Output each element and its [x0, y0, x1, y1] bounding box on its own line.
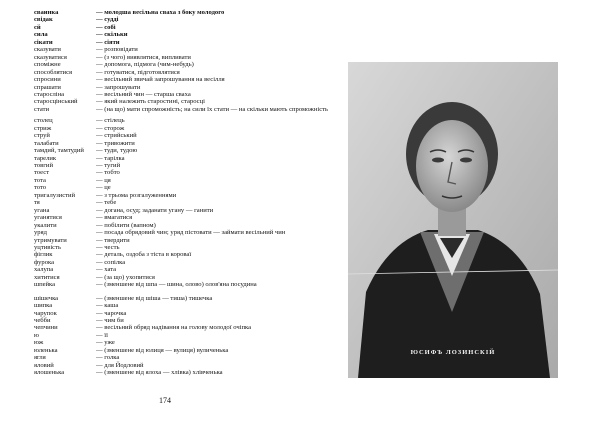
glossary-term: спросини [34, 76, 61, 84]
page-number: 174 [159, 396, 171, 405]
glossary-definition: — весільний обряд надівання на голову молодої очіпка [96, 324, 252, 332]
glossary-definition: — побілити (вапном) [96, 221, 156, 229]
glossary-term: шпейка [34, 281, 56, 289]
glossary-entry [34, 280, 364, 289]
glossary-entry [34, 368, 364, 377]
glossary-term: тя [34, 199, 40, 207]
glossary-term: сікати [34, 38, 53, 46]
glossary-term: ялошенька [34, 369, 65, 377]
glossary-definition: — твердити [96, 236, 130, 244]
glossary-term: сказувати [34, 46, 61, 54]
glossary-term: струй [34, 132, 50, 140]
glossary-term: способлятися [34, 68, 73, 76]
glossary-term: укалити [34, 221, 57, 229]
portrait-engraving [348, 62, 558, 378]
glossary-term: угана [34, 206, 50, 214]
glossary-definition: — для Йодловий [96, 361, 144, 369]
glossary-definition: — (зменшене від шіша — тиша) тишечка [96, 294, 213, 302]
glossary-definition: — (зменшене від юлиця — вулиця) вуличенька [96, 346, 229, 354]
glossary-term: юж [34, 339, 44, 347]
glossary-term: хититися [34, 273, 60, 281]
glossary-term: сваинка [34, 9, 59, 16]
glossary-definition: — чим би [96, 317, 124, 324]
glossary-term: старосліна [34, 90, 65, 98]
glossary-definition: — тобто [96, 169, 120, 177]
glossary-entry [34, 105, 364, 114]
glossary-definition: — її [96, 331, 108, 339]
glossary-term: ю [34, 331, 39, 339]
glossary-definition: — чарочка [96, 309, 127, 317]
glossary-term: тоест [34, 169, 50, 177]
glossary-term: яловий [34, 361, 54, 369]
glossary-term: стати [34, 105, 50, 113]
glossary-term: чарупок [34, 309, 57, 317]
glossary-definition: — голка [96, 354, 120, 362]
glossary-term: шипка [34, 302, 53, 310]
portrait-caption: ЮСИФЪ ЛОЗИНСКІЙ [410, 349, 496, 356]
glossary-term: фіглик [34, 251, 53, 259]
glossary-definition: — це [96, 184, 111, 192]
glossary-definition: — собі [96, 23, 116, 31]
glossary-definition: — з трьома розгалуженнями [96, 191, 177, 199]
glossary-term: уганятися [34, 214, 62, 222]
glossary-term: тамдий, тамтудий [34, 147, 84, 155]
glossary-definition: — (зменшене від ялоха — хлівка) хлівченька [96, 369, 223, 377]
glossary-definition: — деталь, оздоба з тіста в короваї [96, 251, 192, 259]
glossary-term: споміжне [34, 61, 61, 69]
glossary-term: тота [34, 176, 46, 184]
glossary-definition: — посада обрядовий чин; уряд пістовати — займати весільний чин [96, 229, 286, 237]
glossary-term: тарелик [34, 154, 57, 162]
glossary-term: товгий [34, 162, 53, 169]
glossary-term: шішечка [34, 294, 59, 302]
glossary-definition: — тебе [96, 199, 117, 207]
glossary-definition: — честь [96, 243, 120, 251]
glossary-definition: — сіяти [96, 38, 120, 46]
glossary-definition: — туди, тудою [96, 147, 138, 155]
glossary-term: утримувати [34, 236, 67, 244]
glossary-definition: — весільний звичай запрошування на весілля [96, 76, 225, 84]
glossary-definition: — молодша весільна сваха з боку молодого [96, 9, 225, 16]
glossary-definition: — вмагатися [96, 214, 133, 222]
glossary-definition: — стрийський [96, 132, 137, 140]
glossary-definition: — готуватися, підготовлятися [96, 68, 180, 76]
glossary-definition: — каша [96, 302, 119, 310]
glossary-definition: — розповідати [96, 46, 138, 54]
glossary-definition: — тарілка [96, 154, 125, 162]
glossary-term: уряд [34, 229, 47, 237]
glossary-term: уцтивість [34, 243, 61, 251]
glossary-term: свідак [34, 16, 53, 24]
glossary-definition: — ця [96, 176, 111, 184]
glossary-definition: — уже [96, 339, 115, 347]
glossary-term: халупа [34, 266, 54, 274]
glossary-definition: — тугий [96, 162, 121, 169]
glossary-definition: — стілець [96, 117, 125, 125]
glossary-definition: — сторож [96, 124, 125, 132]
glossary-term: столец [34, 117, 53, 125]
glossary-term: спрашати [34, 83, 61, 91]
glossary-definition: — який належить старостині, старосці [96, 98, 205, 106]
glossary-term: юленька [34, 346, 58, 354]
glossary-definition: — весільний чин — старша сваха [96, 90, 191, 98]
portrait-figure [348, 62, 558, 378]
glossary-term: чепчини [34, 324, 58, 332]
glossary-definition: — сопілка [96, 258, 126, 266]
glossary-term: тото [34, 184, 47, 192]
glossary-definition: — догана, осуд; заданати угану — ганити [96, 206, 214, 214]
glossary-term: сказуватися [34, 53, 67, 61]
glossary-term: сила [34, 31, 48, 39]
glossary-definition: — запрошувати [96, 83, 141, 91]
glossary-definition: — (за що) ухопитися [96, 273, 155, 281]
glossary-term: тригалузистий [34, 191, 76, 199]
glossary-term: талабати [34, 139, 59, 147]
glossary-definition: — (зменшене від шпа — шина, олово) олов'яна посудина [96, 281, 257, 289]
glossary-term: ягля [34, 354, 46, 362]
glossary-column [34, 8, 364, 377]
glossary-definition: — (на що) мати спроможність; на сили їх стати — на скільки мають спроможність [96, 105, 329, 113]
glossary-definition: — скільки [96, 31, 128, 39]
glossary-definition: — допомога, підмога (чим-небудь) [96, 61, 194, 69]
glossary-term: чебби [34, 317, 51, 324]
glossary-definition: — (з чого) виявлятися, випливати [96, 53, 191, 61]
glossary-definition: — хата [96, 266, 117, 274]
glossary-definition: — тривожити [96, 139, 135, 147]
glossary-term: сй [34, 23, 41, 31]
glossary-definition: — судді [96, 16, 119, 24]
glossary-term: фурока [34, 258, 55, 266]
glossary-term: стриж [34, 124, 52, 132]
glossary-term: старосцінський [34, 98, 78, 106]
